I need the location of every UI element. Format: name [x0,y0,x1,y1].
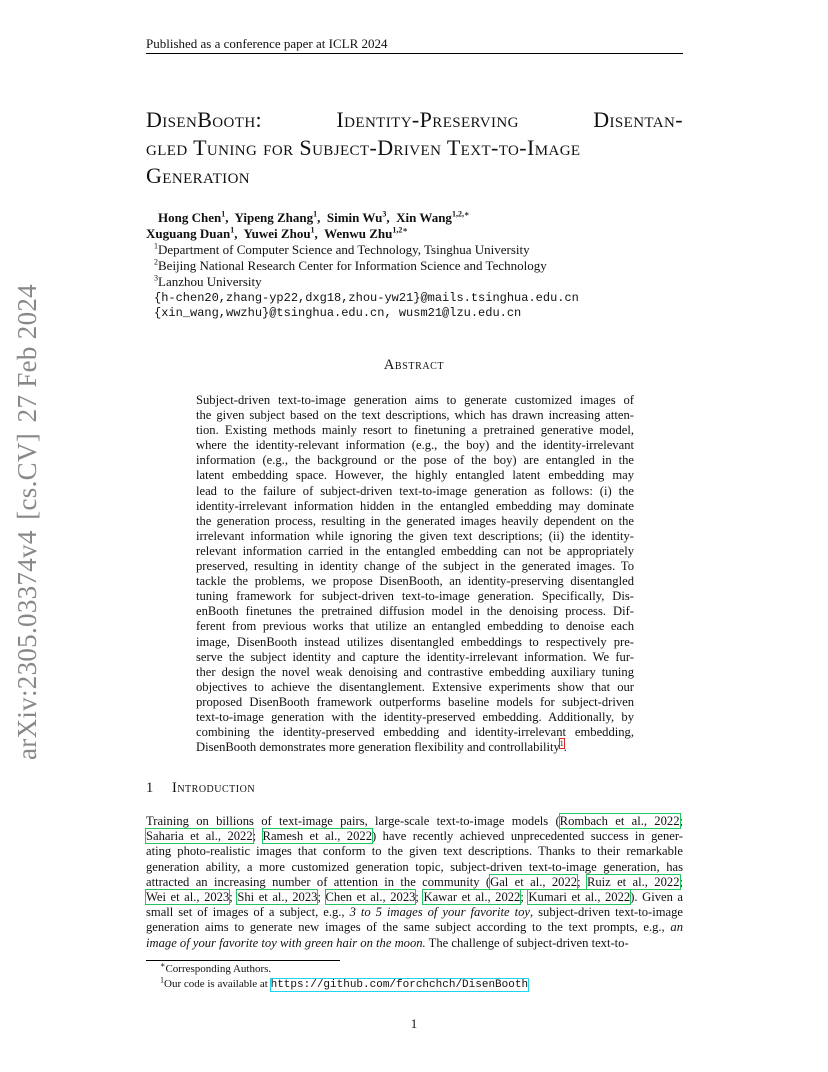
intro-line [146,814,683,829]
intro-line [146,905,683,920]
text-run: attracted an increasing number of attention in the community ( [146,874,491,889]
abstract-line: enBooth finetunes the pretrained diffusion model in the denoising process. Dif- [196,604,634,619]
text-run: ) have recently achieved unprecedented success in gener- [372,829,683,844]
page-number: 1 [410,1016,418,1031]
abstract-line [196,740,634,755]
author-name: Yuwei Zhou [243,226,311,241]
author-line-2: Xuguang Duan$^1$, Yuwei Zhou$^1$, Wenwu Zhu$^{1,2∗}$ [146,225,408,241]
italic-run: an [670,920,683,935]
arxiv-id: arXiv:2305.03374v4 [12,530,42,760]
author-name: Yipeng Zhang [234,210,314,225]
text-run: . [563,740,567,755]
footnote-text: Our code is available at [164,978,271,990]
footnote-link[interactable]: 1 [559,738,564,748]
abstract-line: ferent from previous works that utilize an entangled embedding to denoise each [196,619,634,634]
intro-line [146,890,683,905]
section-number: 1 [146,780,154,796]
arxiv-sidebar-stamp [12,284,43,760]
affil-sup: 2 [154,257,158,267]
author-line-1: Hong Chen$^1$, Yipeng Zhang$^1$, Simin Wu$^3$, Xin Wang$^{1,2,∗}$ [158,209,470,225]
author-name: Simin Wu [326,210,383,225]
title-word-disentan: Disentan- [593,107,683,132]
citation-link[interactable]: Shi et al., 2023 [237,890,318,905]
title-line-2: gled Tuning for Subject-Driven Text-to-Image [146,135,581,160]
affil-text: Beijing National Research Center for Information Science and Technology [158,258,547,273]
author-list [146,209,470,242]
text-run: ; [520,890,529,905]
intro-line: ating photo-realistic images that conform to the given text descriptions. Thanks to their remarkable [146,844,683,859]
abstract-line: tackle the problems, we propose DisenBooth, an identity-preserving disentangled [196,574,634,589]
citation-link[interactable]: Kawar et al., 2022 [423,890,521,905]
abstract-heading: Abstract [383,357,445,373]
intro-line [146,936,683,951]
footnote-code [160,975,529,992]
italic-run: 3 to 5 images of your favorite toy [349,905,530,920]
intro-line [146,829,683,844]
text-run: ; [577,874,587,889]
text-run: The challenge of subject-driven text-to- [425,935,629,950]
citation-link[interactable]: Ramesh et al., 2022 [262,829,372,844]
author-name: Xin Wang [396,210,452,225]
abstract-body [196,393,634,755]
affiliation-3 [154,274,262,290]
footnote-corresponding [160,960,272,976]
text-run: ; [229,890,238,905]
intro-paragraph [146,814,683,951]
intro-line [146,920,683,935]
text-run: ; [252,829,263,844]
abstract-line: lead to the failure of subject-driven text-to-image generation as follows: (i) the [196,483,634,498]
abstract-line: latent embedding space. However, the highly entangled latent embedding may [196,468,634,483]
section-heading [146,780,255,797]
title-line-3: Generation [146,163,251,188]
title-word-identity: Identity-Preserving [336,107,519,132]
abstract-line: image, DisenBooth instead utilizes disentangled embeddings to respectively pre- [196,634,634,649]
abstract-line: identity-irrelevant information hidden in the entangled embedding may dominate [196,498,634,513]
citation-link[interactable]: Gal et al., 2022 [490,874,578,889]
text-run: , subject-driven text-to-image [530,905,684,920]
citation-link[interactable]: Saharia et al., 2022 [146,829,253,844]
abstract-line: text-to-image generation with the identity-preserved embedding. Additionally, by [196,709,634,724]
abstract-line: irrelevant information while ignoring the given text descriptions; (ii) the identity- [196,528,634,543]
abstract-line: the given subject based on the text descriptions, which has drawn increasing atten- [196,408,634,423]
author-affil-sup: 1 [230,225,235,235]
email-line-1: {h-chen20,zhang-yp22,dxg18,zhou-yw21}@mails.tsinghua.edu.cn [154,291,579,305]
affiliation-2 [154,258,547,274]
author-name: Hong Chen [158,210,222,225]
italic-run: image of your favorite toy with green hair on the moon. [146,935,426,950]
affil-sup: 3 [154,273,158,283]
author-affil-sup: 1 [313,209,318,219]
running-header: Published as a conference paper at ICLR 2024 [146,36,388,51]
abstract-line: the generation process, resulting in the generated images heavily dependent on the [196,513,634,528]
author-affil-sup: 1 [310,225,315,235]
arxiv-date: 27 Feb 2024 [12,284,42,423]
citation-link[interactable]: Chen et al., 2023 [325,890,416,905]
abstract-line: objectives to achieve the disentanglement. Extensive experiments show that our [196,679,634,694]
text-run: ; [415,890,424,905]
title-line-1 [146,106,683,134]
intro-line: generation ability, a more customized generation topic, subject-driven text-to-image generation, has [146,859,683,874]
email-line-2: {xin_wang,wwzhu}@tsinghua.edu.cn, wusm21@lzu.edu.cn [154,306,522,320]
footnote-mark: ∗ [160,960,166,970]
abstract-line: relevant information carried in the entangled embedding can not be appropriately [196,543,634,558]
abstract-line: tion. Existing methods mainly resort to finetuning a pretrained generative model, [196,423,634,438]
affil-sup: 1 [154,241,158,251]
citation-link[interactable]: Kumari et al., 2022 [528,890,631,905]
footnote-rule [146,960,340,961]
intro-line [146,875,683,890]
arxiv-category: [cs.CV] [12,432,42,520]
footnote-text: Corresponding Authors. [165,963,272,975]
citation-link[interactable]: Ruiz et al., 2022 [586,874,680,889]
author-affil-sup: 1 [221,209,226,219]
header-rule [146,53,683,54]
text-run: Training on billions of text-image pairs, large-scale text-to-image models ( [146,814,560,828]
abstract-line: Subject-driven text-to-image generation aims to generate customized images of [196,393,634,407]
abstract-line: tuning framework for subject-driven text-to-image generation. Specifically, Dis- [196,589,634,604]
text-run: generation aims to generate new images of the same subject according to the text prompts, e.g., [146,920,671,935]
title-word-disenbooth: DisenBooth: [146,107,263,132]
text-run: DisenBooth demonstrates more generation flexibility and controllability [196,740,560,755]
author-affil-sup: 3 [382,209,387,219]
affil-text: Department of Computer Science and Technology, Tsinghua University [158,242,530,257]
abstract-line: serve the subject identity and capture the identity-irrelevant information. We fur- [196,649,634,664]
author-name: Wenwu Zhu [324,226,393,241]
paper-title [146,106,683,190]
abstract-line: combining the identity-preserved embedding and identity-irrelevant embedding, [196,725,634,740]
code-url-link[interactable]: https://github.com/forchchch/DisenBooth [270,979,529,991]
author-affil-sup: 1,2,∗ [451,209,470,219]
affil-text: Lanzhou University [158,274,262,289]
abstract-line: proposed DisenBooth framework outperforms baseline models for subject-driven [196,694,634,709]
text-run: ). Given a [630,890,684,905]
abstract-line: information (e.g., the background or the pose of the boy) are entangled in the [196,453,634,468]
abstract-line: where the identity-relevant information (e.g., the boy) and the identity-irrelevant [196,438,634,453]
author-name: Xuguang Duan [146,226,231,241]
abstract-line: preserved, resulting in identity change of the subject in the generated images. To [196,559,634,574]
citation-link[interactable]: Rombach et al., 2022 [559,814,680,828]
author-affil-sup: 1,2∗ [392,225,408,235]
text-run: ; [679,814,683,828]
citation-link[interactable]: Wei et al., 2023 [146,890,230,905]
text-run: ; [317,890,326,905]
footnote-mark: 1 [160,975,164,985]
text-run: ; [679,874,683,889]
text-run: small set of images of a subject, e.g., [146,905,350,920]
abstract-line: ther design the novel weak denoising and contrastive embedding auxiliary tuning [196,664,634,679]
section-title: Introduction [172,780,256,796]
affiliation-1 [154,242,530,258]
